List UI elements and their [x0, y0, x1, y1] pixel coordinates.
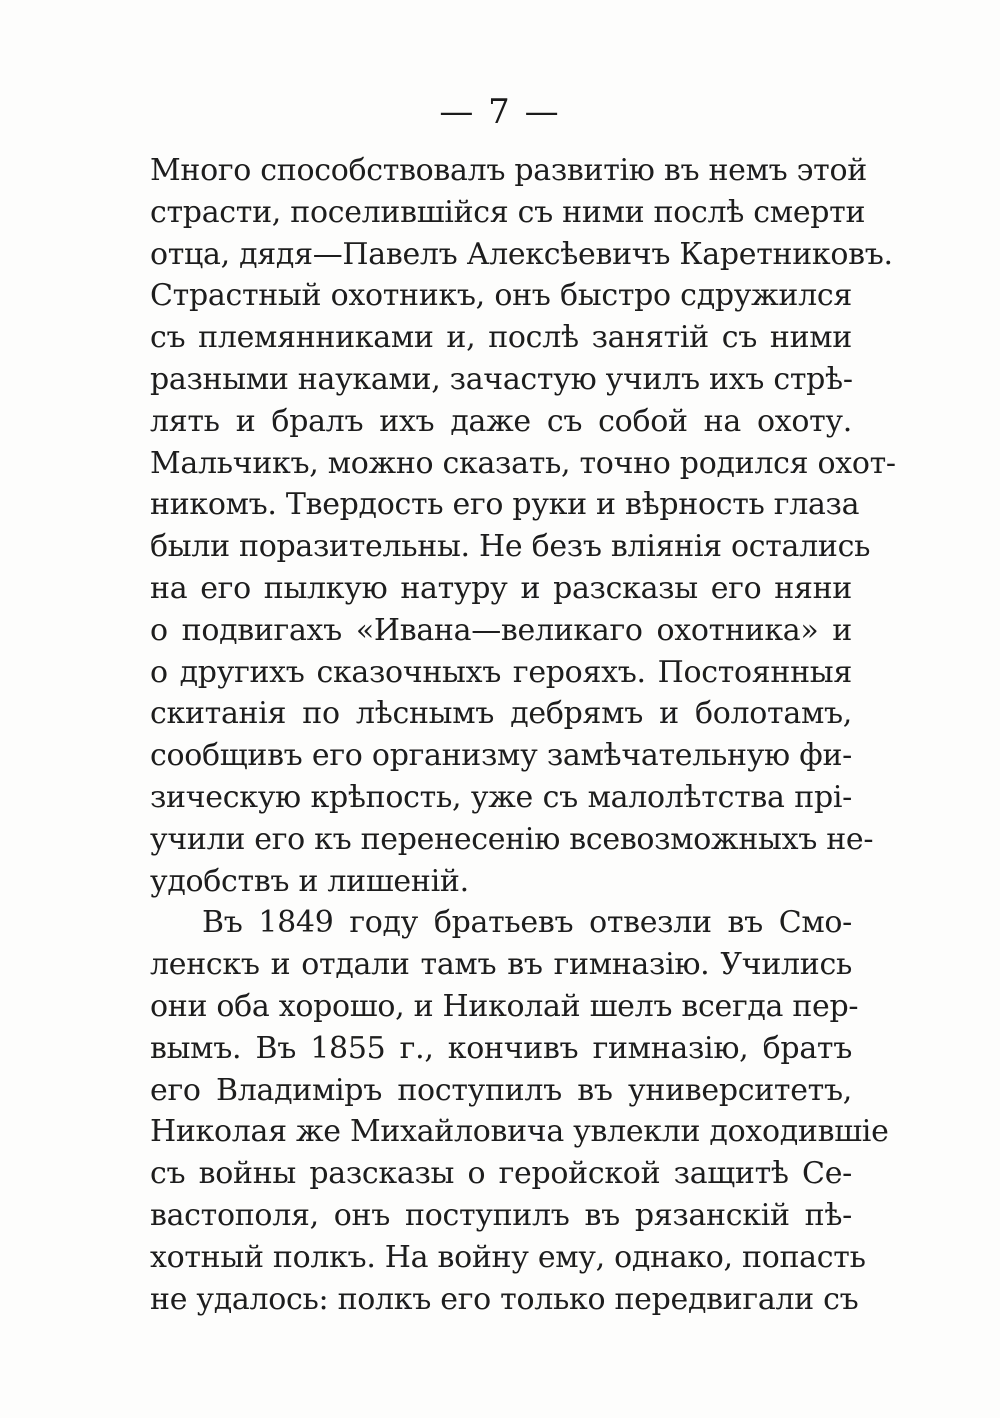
page-number: — 7 — [439, 92, 561, 132]
text-line: были поразительны. Не безъ вліянія остались [150, 529, 871, 565]
text-line: съ войны разсказы о геройской защитѣ Се- [150, 1156, 852, 1192]
text-line: зическую крѣпость, уже съ малолѣтства прі- [150, 779, 852, 815]
text-line: на его пылкую натуру и разсказы его няни [150, 570, 852, 606]
text-line: Николая же Михайловича увлекли доходившіе [150, 1114, 889, 1150]
text-line: съ племянниками и, послѣ занятій съ ними [150, 320, 852, 356]
text-line: вастополя, онъ поступилъ въ рязанскій пѣ- [150, 1197, 852, 1233]
text-line: не удалось: полкъ его только передвигали съ [150, 1281, 859, 1317]
text-line: Мальчикъ, можно сказать, точно родился охот- [150, 445, 896, 481]
text-line: никомъ. Твердость его руки и вѣрность глаза [150, 487, 860, 523]
text-line: вымъ. Въ 1855 г., кончивъ гимназію, братъ [150, 1030, 852, 1066]
text-line: учили его къ перенесенію всевозможныхъ не- [150, 821, 874, 857]
text-line: отца, дядя—Павелъ Алексѣевичъ Каретниковъ. [150, 236, 893, 272]
text-line: страсти, поселившійся съ ними послѣ смерти [150, 194, 866, 230]
text-line: о другихъ сказочныхъ герояхъ. Постоянныя [150, 654, 852, 690]
text-line: хотный полкъ. На войну ему, однако, попасть [150, 1239, 866, 1275]
text-line: о подвигахъ «Ивана—великаго охотника» и [150, 612, 852, 648]
text-line: сообщивъ его организму замѣчательную фи- [150, 738, 852, 774]
text-line: удобствъ и лишеній. [150, 863, 469, 899]
text-line: ленскъ и отдали тамъ въ гимназію. Учились [150, 947, 852, 983]
text-line: скитанія по лѣснымъ дебрямъ и болотамъ, [150, 696, 852, 732]
text-line: они оба хорошо, и Николай шелъ всегда пер- [150, 988, 859, 1024]
text-line: Въ 1849 году братьевъ отвезли въ Смо- [202, 905, 852, 941]
text-line: Страстный охотникъ, онъ быстро сдружился [150, 278, 852, 314]
text-line: Много способствовалъ развитію въ немъ этой [150, 153, 867, 188]
text-line: лять и бралъ ихъ даже съ собой на охоту. [150, 403, 852, 439]
text-line: разными науками, зачастую училъ ихъ стрѣ- [150, 361, 853, 397]
body-text [150, 150, 896, 1320]
text-line: его Владиміръ поступилъ въ университетъ, [150, 1072, 852, 1108]
